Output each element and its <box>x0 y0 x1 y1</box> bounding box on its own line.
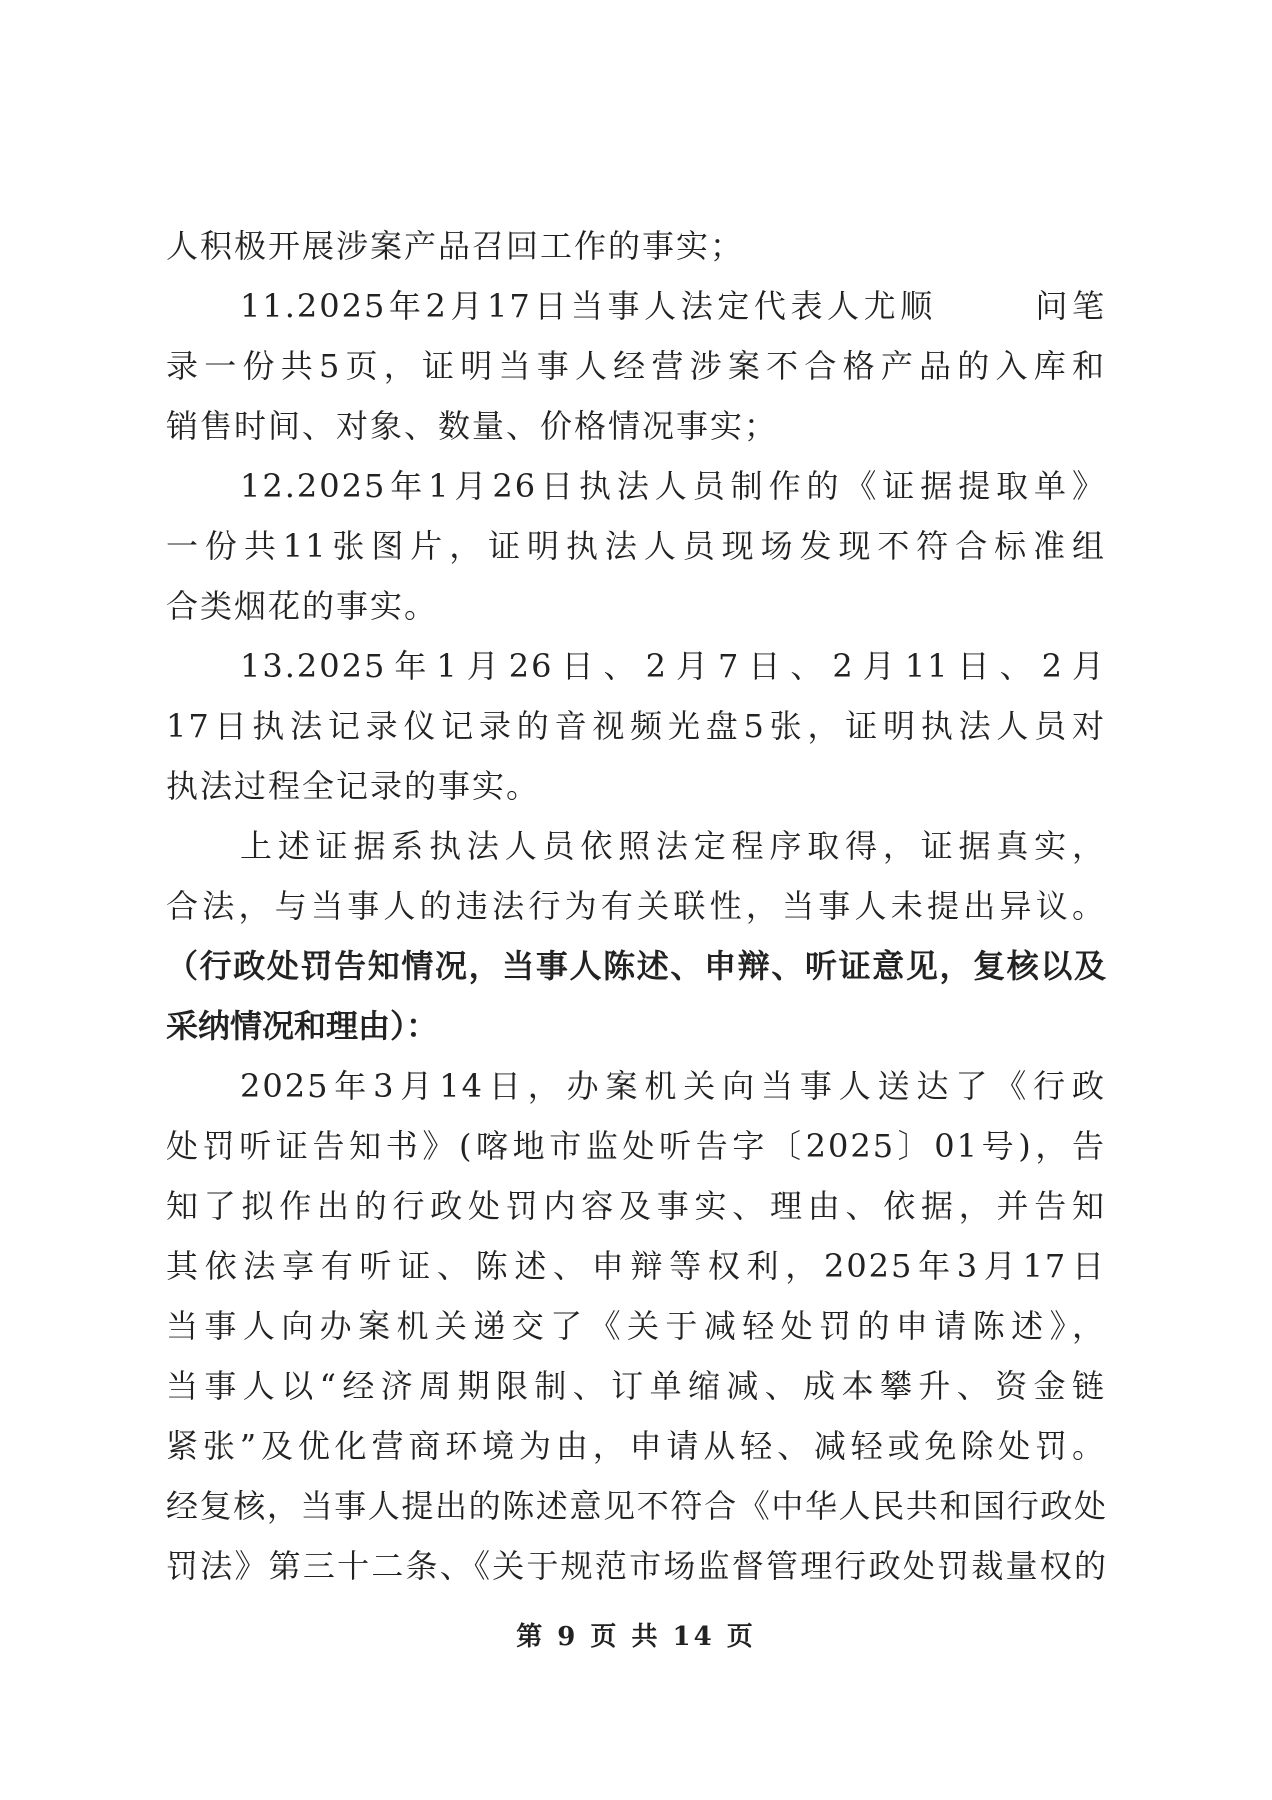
text-line-21: 紧张”及优化营商环境为由，申请从轻、减轻或免除处罚。 <box>166 1427 1106 1465</box>
section-heading-line-1: （行政处罚告知情况，当事人陈述、申辩、听证意见，复核以及 <box>166 947 1106 985</box>
text-line-6: 一份共11张图片，证明执法人员现场发现不符合标准组 <box>166 527 1106 565</box>
text-line-11: 上述证据系执法人员依照法定程序取得，证据真实， <box>240 827 1106 865</box>
text-line-19: 当事人向办案机关递交了《关于减轻处罚的申请陈述》， <box>166 1307 1106 1345</box>
text-line-2 <box>166 276 1106 336</box>
section-heading-line-2: 采纳情况和理由）： <box>166 1007 439 1045</box>
text-line-23: 罚法》第三十二条、《关于规范市场监督管理行政处罚裁量权的 <box>166 1547 1106 1585</box>
text-line-8: 13.2025年1月26日、2月7日、2月11日、2月 <box>240 647 1106 685</box>
text-line-1: 人积极开展涉案产品召回工作的事实； <box>166 227 745 265</box>
text-line-16: 处罚听证告知书》(喀地市监处听告字〔2025〕01号)，告 <box>166 1127 1106 1165</box>
page-number-footer: 第 9 页 共 14 页 <box>516 1622 756 1652</box>
text-line-5: 12.2025年1月26日执法人员制作的《证据提取单》 <box>240 467 1106 505</box>
text-line-15: 2025年3月14日，办案机关向当事人送达了《行政 <box>240 1067 1106 1105</box>
redaction-mark <box>937 289 1033 329</box>
text-line-18: 其依法享有听证、陈述、申辩等权利，2025年3月17日 <box>166 1247 1106 1285</box>
text-line-20: 当事人以“经济周期限制、订单缩减、成本攀升、资金链 <box>166 1367 1106 1405</box>
text-line-22: 经复核，当事人提出的陈述意见不符合《中华人民共和国行政处 <box>166 1487 1106 1525</box>
text-line-7: 合类烟花的事实。 <box>166 587 439 625</box>
text-line-4: 销售时间、对象、数量、价格情况事实； <box>166 407 779 445</box>
text-line-2-head: 11.2025年2月17日当事人法定代表人尤顺 <box>240 287 937 325</box>
document-body <box>166 216 1106 1596</box>
text-line-9: 17日执法记录仪记录的音视频光盘5张，证明执法人员对 <box>166 707 1106 745</box>
text-line-2-tail: 问笔 <box>1032 287 1106 325</box>
text-line-12: 合法，与当事人的违法行为有关联性，当事人未提出异议。 <box>166 887 1106 925</box>
text-line-3: 录一份共5页，证明当事人经营涉案不合格产品的入库和 <box>166 347 1106 385</box>
text-line-10: 执法过程全记录的事实。 <box>166 767 541 805</box>
text-line-17: 知了拟作出的行政处罚内容及事实、理由、依据，并告知 <box>166 1187 1106 1225</box>
